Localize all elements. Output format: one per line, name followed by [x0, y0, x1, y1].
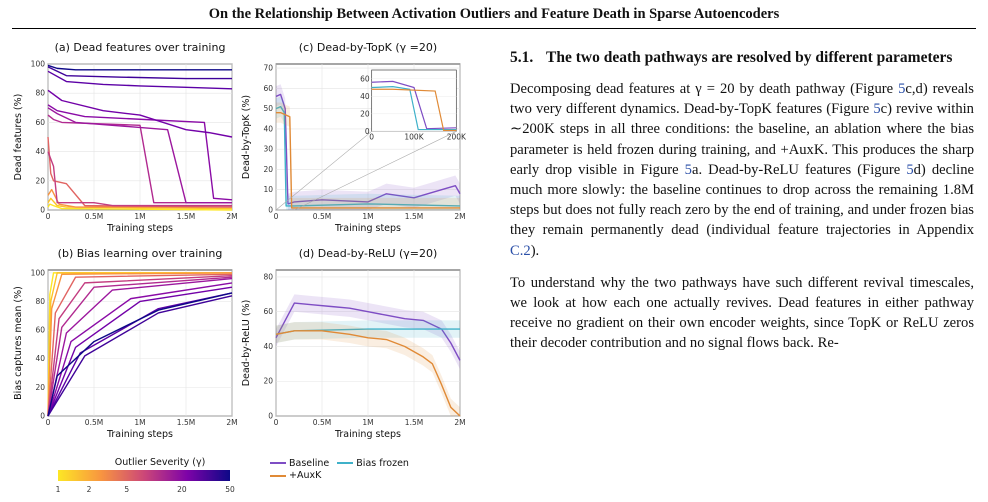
x-tick-label: 0.5M — [84, 418, 104, 427]
y-tick-label: 60 — [35, 117, 45, 127]
section-title: The two death pathways are resolved by different parameters — [546, 49, 953, 66]
paragraph-1 — [510, 79, 974, 261]
colorbar-tick-label: 50 — [225, 485, 235, 494]
paragraph-2 — [510, 273, 974, 354]
section-number: 5.1. — [510, 49, 534, 66]
panel-a-dead-features — [12, 40, 240, 240]
colorbar-gradient — [58, 470, 230, 481]
y-axis-label: Dead-by-TopK (%) — [241, 94, 252, 180]
x-axis-label: Training steps — [334, 429, 402, 440]
y-tick-label: 80 — [35, 88, 45, 98]
colorbar-tick-label: 2 — [86, 485, 92, 494]
text-run: a. Dead-by-ReLU features (Figure — [691, 161, 907, 178]
y-tick-label: 20 — [263, 376, 273, 386]
y-axis-label: Bias captures mean (%) — [13, 286, 24, 400]
inset-y-tick-label: 60 — [360, 74, 370, 84]
x-tick-label: 1M — [362, 212, 374, 221]
colorbar-tick-label: 20 — [177, 485, 187, 494]
panel-d-dead-by-relu — [240, 246, 468, 446]
y-tick-label: 10 — [263, 185, 273, 195]
legend-item — [270, 458, 329, 469]
panel-c-dead-by-topk — [240, 40, 468, 240]
x-axis-label: Training steps — [106, 429, 174, 440]
x-tick-label: 2M — [454, 418, 466, 427]
x-tick-label: 0 — [273, 212, 279, 221]
x-tick-label: 1M — [362, 418, 374, 427]
x-axis-label: Training steps — [334, 223, 402, 234]
chart-title: (a) Dead features over training — [54, 41, 226, 54]
y-tick-label: 60 — [263, 83, 273, 93]
x-axis-label: Training steps — [106, 223, 174, 234]
y-tick-label: 80 — [35, 296, 45, 306]
y-tick-label: 100 — [30, 59, 45, 69]
x-tick-label: 0.5M — [312, 418, 332, 427]
legend-item — [337, 458, 409, 469]
legend-label: Bias frozen — [356, 457, 409, 469]
text-run: c,d) reveals two very different dynamics. Dead-by-TopK features (Figure — [510, 81, 974, 118]
legend-item — [270, 470, 321, 481]
inset-x-tick-label: 200K — [446, 132, 466, 142]
colorbar-tick-label: 5 — [124, 485, 130, 494]
legend-swatch — [270, 475, 286, 477]
y-axis-label: Dead features (%) — [13, 93, 24, 181]
y-tick-label: 0 — [268, 205, 273, 215]
x-tick-label: 1.5M — [404, 418, 424, 427]
y-tick-label: 50 — [263, 104, 273, 114]
colorbar-svg — [50, 454, 270, 498]
y-tick-label: 40 — [35, 147, 45, 157]
y-tick-label: 40 — [263, 124, 273, 134]
figure-reference-link[interactable]: 5 — [684, 161, 692, 178]
chart-svg — [12, 40, 240, 240]
chart-title: (d) Dead-by-ReLU (γ=20) — [298, 247, 438, 260]
chart-svg — [12, 246, 240, 446]
y-tick-label: 60 — [263, 307, 273, 317]
x-tick-label: 1M — [134, 212, 146, 221]
colorbar-tick-label: 1 — [55, 485, 61, 494]
text-column — [510, 48, 974, 366]
legend-swatch — [270, 462, 286, 464]
chart-title: (c) Dead-by-TopK (γ =20) — [298, 41, 438, 54]
text-run: c) revive within ∼200K steps in all three conditions: the baseline, an ablation where the bias parameter is held frozen during training, and +AuxK. This produces the sharp early drop visible in Figure — [510, 101, 974, 178]
x-tick-label: 0 — [273, 418, 279, 427]
figure-reference-link[interactable]: 5 — [873, 101, 881, 118]
inset-y-tick-label: 40 — [360, 91, 370, 101]
y-tick-label: 80 — [263, 272, 273, 282]
chart-title: (b) Bias learning over training — [57, 247, 223, 260]
x-tick-label: 0.5M — [312, 212, 332, 221]
text-run: Decomposing dead features at γ = 20 by death pathway (Figure — [510, 81, 899, 97]
paper-running-title: On the Relationship Between Activation Outliers and Feature Death in Sparse Autoencoders — [208, 6, 780, 22]
y-tick-label: 20 — [263, 164, 273, 174]
x-tick-label: 1.5M — [404, 212, 424, 221]
y-tick-label: 0 — [40, 205, 45, 215]
legend-label: Baseline — [289, 457, 330, 469]
legend-label: +AuxK — [289, 470, 322, 481]
text-run: d) decline much more slowly: the baseline continues to drop across the remaining 1.8M steps but does not fully reach zero by the end of training, and under frozen bias they remain permanently dead (individual feature trajectories in Appendix — [510, 161, 974, 239]
y-tick-label: 40 — [263, 341, 273, 351]
x-tick-label: 1M — [134, 418, 146, 427]
inset-x-tick-label: 100K — [404, 132, 424, 142]
panel-b-bias-learning — [12, 246, 240, 446]
y-tick-label: 30 — [263, 144, 273, 154]
figure-reference-link[interactable]: 5 — [906, 161, 914, 178]
x-tick-label: 1.5M — [176, 212, 196, 221]
y-axis-label: Dead-by-ReLU (%) — [241, 299, 252, 387]
chart-svg — [240, 246, 468, 446]
y-tick-label: 40 — [35, 354, 45, 364]
x-tick-label: 1.5M — [176, 418, 196, 427]
section-heading — [510, 48, 974, 67]
y-tick-label: 20 — [35, 382, 45, 392]
inset-x-tick-label: 0 — [369, 132, 375, 142]
inset-frame — [372, 70, 457, 131]
chart-svg — [240, 40, 468, 240]
x-tick-label: 2M — [226, 418, 238, 427]
figure-reference-link[interactable]: 5 — [898, 81, 906, 97]
inset-y-tick-label: 0 — [364, 126, 370, 136]
colorbar-title: Outlier Severity (γ) — [114, 457, 206, 468]
colorbar-outlier-severity — [50, 454, 270, 498]
x-tick-label: 0 — [45, 212, 51, 221]
x-tick-label: 2M — [454, 212, 466, 221]
header-rule — [12, 28, 976, 29]
y-tick-label: 60 — [35, 325, 45, 335]
legend-swatch — [337, 462, 353, 464]
y-tick-label: 0 — [40, 411, 45, 421]
y-tick-label: 70 — [263, 63, 273, 73]
text-run: To understand why the two pathways have such different revival timescales, we look at how each one actually revives. Dead features in either pathway receive no gradient on their own encoder weights, since TopK or ReLU zeros their decoder contribution and no signal flows back. Re- — [510, 274, 974, 352]
y-tick-label: 20 — [35, 176, 45, 186]
text-run: ). — [530, 242, 540, 259]
figure-reference-link[interactable]: C.2 — [510, 242, 531, 259]
x-tick-label: 0.5M — [84, 212, 104, 221]
y-tick-label: 100 — [30, 268, 45, 278]
x-tick-label: 2M — [226, 212, 238, 221]
inset-y-tick-label: 20 — [360, 109, 370, 119]
x-tick-label: 0 — [45, 418, 51, 427]
legend-conditions — [270, 456, 470, 481]
y-tick-label: 0 — [268, 411, 273, 421]
